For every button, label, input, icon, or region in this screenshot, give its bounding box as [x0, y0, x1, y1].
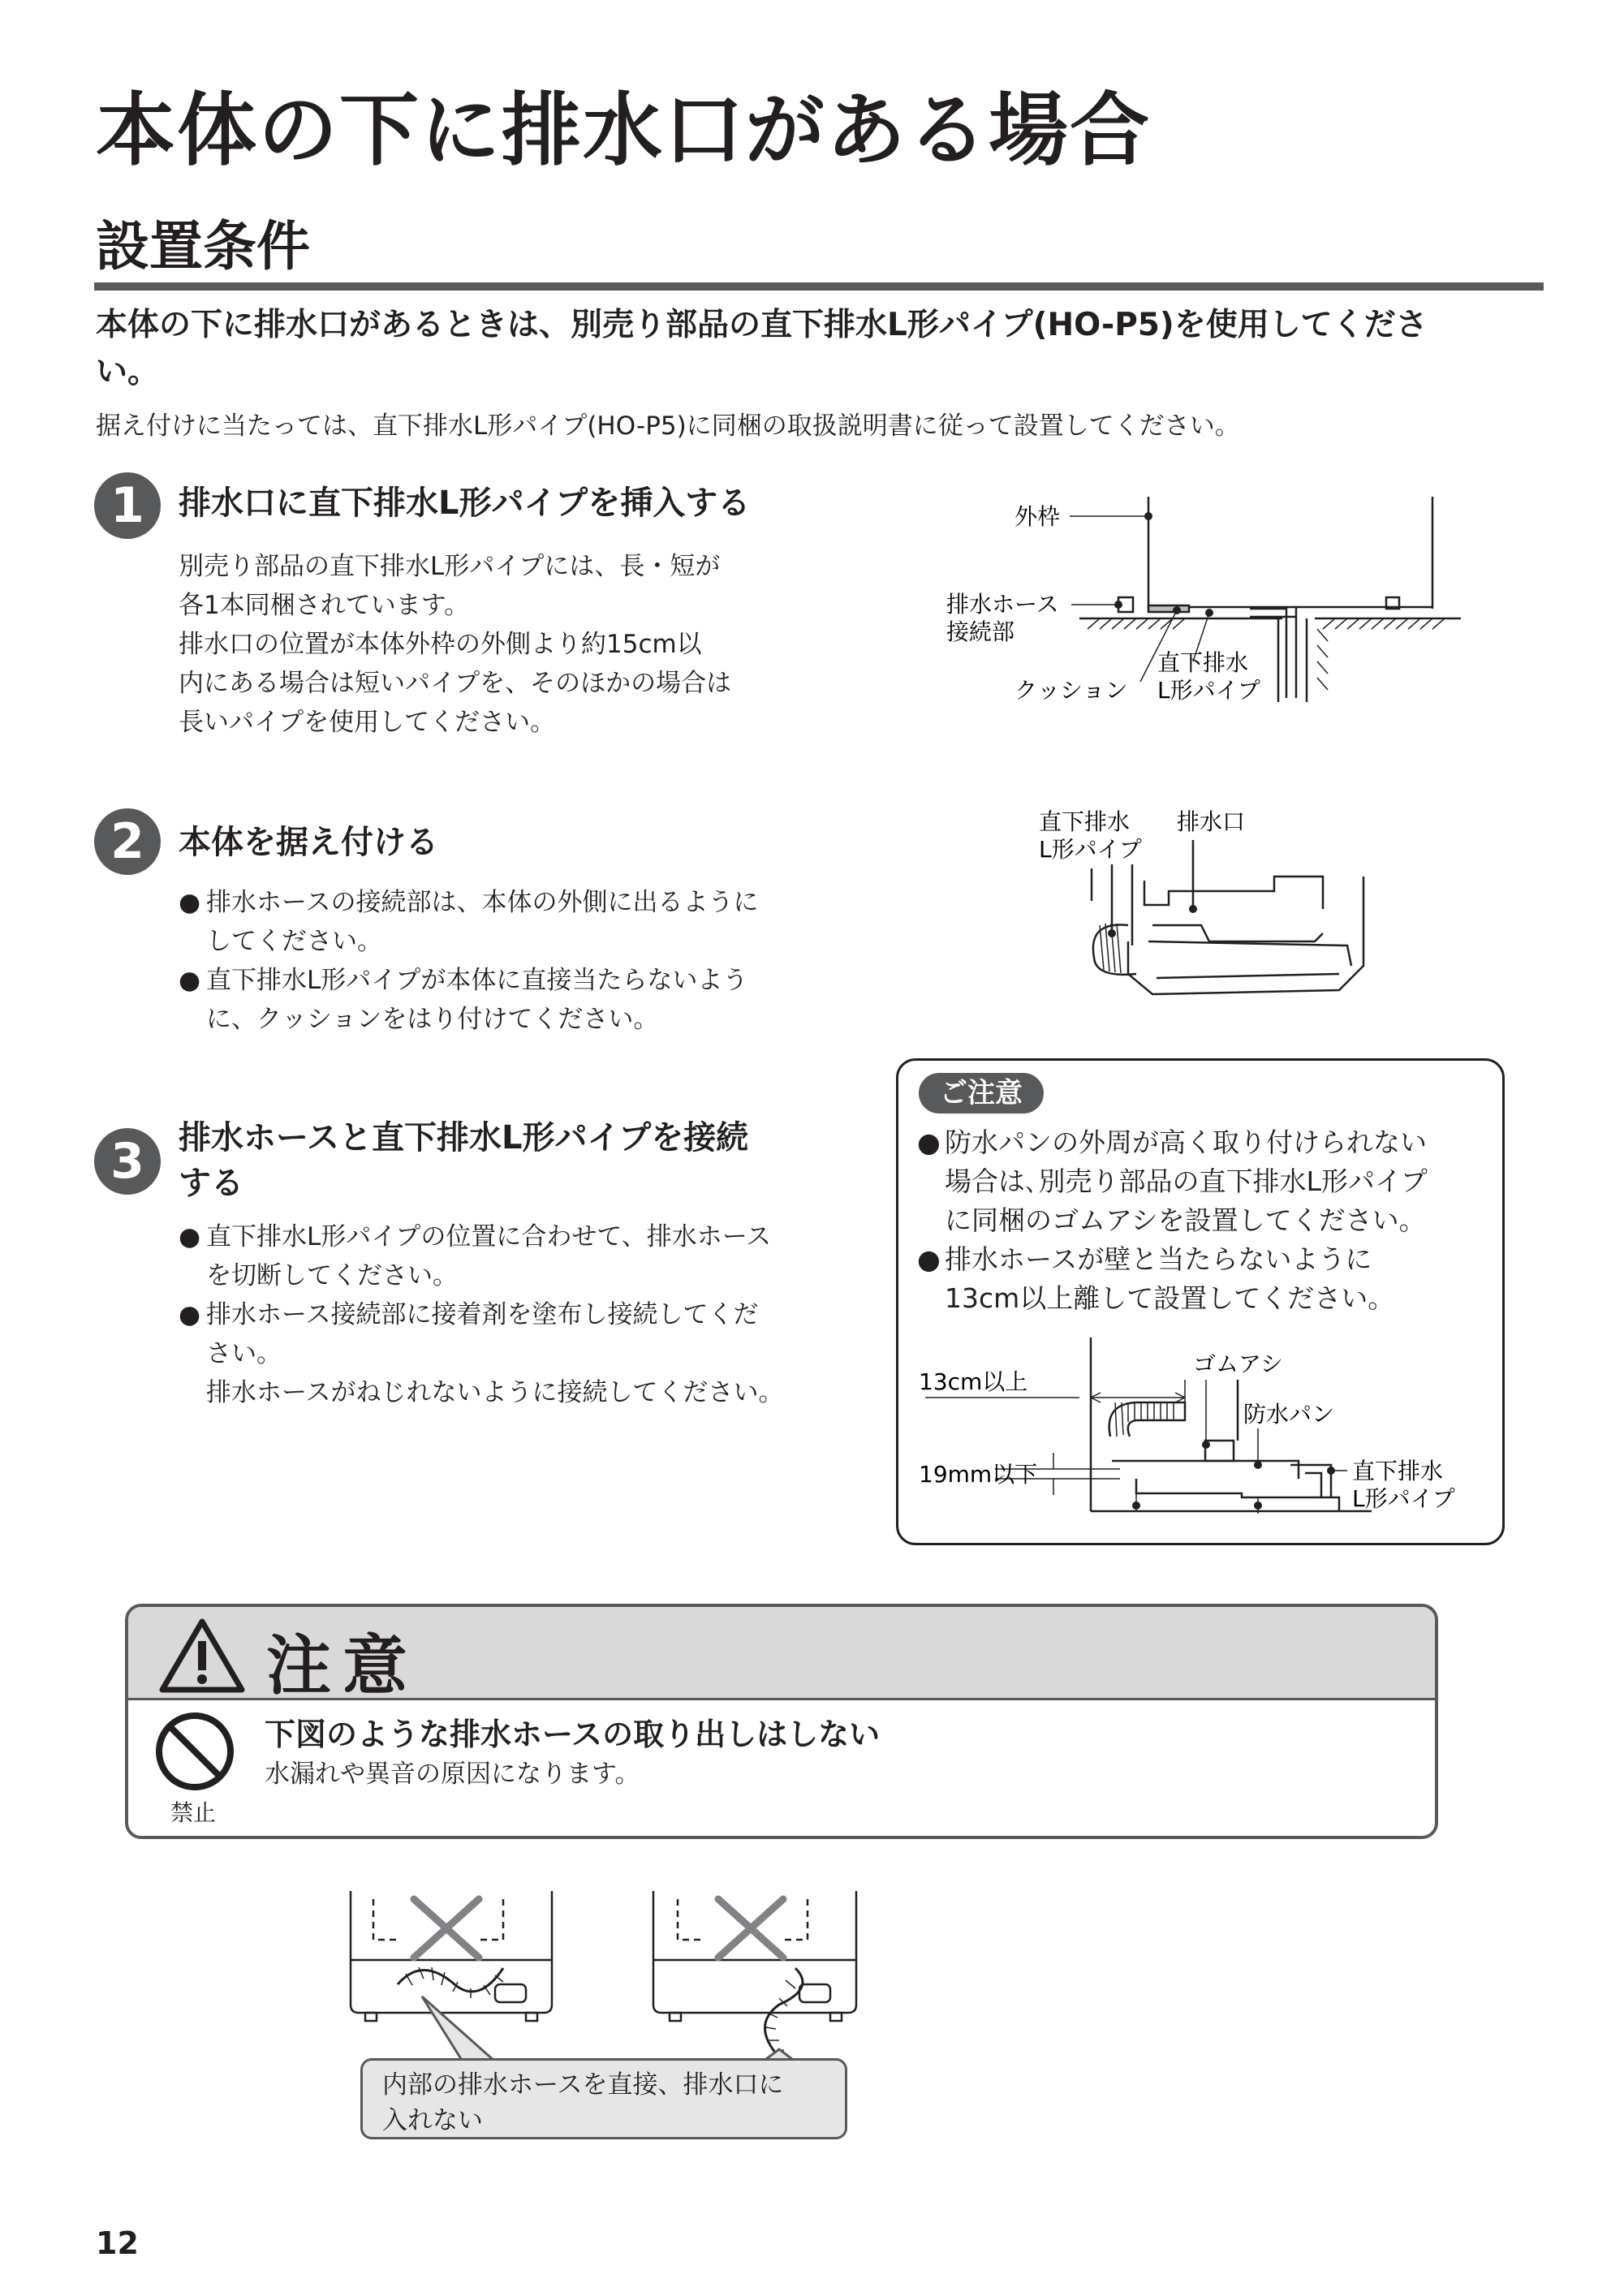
warning-text: 水漏れや異音の原因になります。: [265, 1760, 640, 1789]
label-hose-joint-2: 接続部: [946, 618, 1015, 645]
bullet-line: に同梱のゴムアシを設置してください。: [945, 1204, 1426, 1236]
label-outer-frame: 外枠: [1014, 503, 1061, 530]
bullet-line: してください。: [206, 927, 382, 956]
step-1-body: [179, 547, 828, 742]
label-pipe: 直下排水: [1157, 649, 1249, 676]
bullet-mark: ●: [179, 1222, 201, 1251]
page-title: 本体の下に排水口がある場合: [96, 84, 1152, 177]
caution-text: [917, 1123, 1485, 1318]
caution-tag: ご注意: [919, 1073, 1044, 1114]
caution-bullet: [917, 1123, 1485, 1240]
prohibited-hose-illustration: [341, 1883, 860, 2070]
warning-heading: 下図のような排水ホースの取り出しはしない: [265, 1717, 881, 1752]
bullet-line: 排水ホース接続部に接着剤を塗布し接続してくだ: [206, 1300, 759, 1329]
warning-title: 注意: [266, 1628, 419, 1704]
step-1-badge: 1: [94, 472, 161, 539]
step-2-bullet: [179, 961, 844, 1039]
step-2-bullet: [179, 883, 844, 961]
bullet-line: 13cm以上離して設置してください。: [945, 1282, 1395, 1314]
section-heading: 設置条件: [96, 215, 310, 278]
label-pan: 防水パン: [1243, 1401, 1335, 1428]
label-drain: 排水口: [1177, 808, 1246, 835]
callout-box: [360, 2058, 847, 2139]
label-pipe: 直下排水: [1352, 1458, 1444, 1484]
step-3-bullet: [179, 1217, 860, 1295]
step-1-line: 排水口の位置が本体外枠の外側より約15cm以: [179, 630, 702, 659]
bullet-line: 排水ホースが壁と当たらないように: [945, 1243, 1372, 1275]
label-hose-joint: 排水ホース: [946, 591, 1059, 618]
step-3-badge: 3: [94, 1128, 161, 1195]
page-number: 12: [96, 2225, 139, 2261]
step-3-bullet: [179, 1295, 860, 1412]
label-pipe-2: L形パイプ: [1352, 1485, 1455, 1512]
step-2-body: [179, 883, 844, 1039]
bullet-line: 防水パンの外周が高く取り付けられない: [945, 1126, 1427, 1158]
prohibited-icon: [153, 1709, 237, 1794]
label-pipe-2: L形パイプ: [1157, 677, 1260, 704]
bullet-line: さい。: [206, 1339, 282, 1368]
step-1-line: 長いパイプを使用してください。: [179, 708, 556, 737]
figure-pipe-under-unit: [1031, 803, 1372, 1031]
callout-line: 入れない: [382, 2106, 483, 2135]
bullet-mark: ●: [917, 1243, 941, 1275]
bullet-line: 直下排水L形パイプが本体に直接当たらないよう: [206, 966, 748, 995]
install-note: 据え付けに当たっては、直下排水L形パイプ(HO-P5)に同梱の取扱説明書に従って設置してください。: [96, 411, 1240, 441]
warning-box: [125, 1604, 1438, 1839]
label-cushion: クッション: [1014, 677, 1128, 704]
step-2-title: 本体を据え付ける: [179, 824, 438, 861]
step-2-badge: 2: [94, 808, 161, 875]
bullet-line: に、クッションをはり付けてください。: [206, 1005, 659, 1034]
bullet-mark: ●: [179, 888, 201, 917]
prohibit-label: 禁止: [170, 1799, 217, 1826]
bullet-line: 排水ホースの接続部は、本体の外側に出るように: [206, 888, 759, 917]
bullet-line: を切断してください。: [206, 1261, 458, 1290]
label-gap: 13cm以上: [919, 1368, 1028, 1395]
step-1-title: 排水口に直下排水L形パイプを挿入する: [179, 485, 751, 522]
section-rule: [94, 282, 1544, 291]
step-1-line: 別売り部品の直下排水L形パイプには、長・短が: [179, 552, 721, 581]
callout-line: 内部の排水ホースを直接、排水口に: [382, 2070, 784, 2100]
bullet-line: 場合は､別売り部品の直下排水L形パイプ: [945, 1165, 1428, 1197]
lead-text: 本体の下に排水口があるときは、別売り部品の直下排水L形パイプ(HO-P5)を使用してください。: [96, 307, 1428, 390]
label-height: 19mm以下: [919, 1461, 1038, 1488]
figure-drain-install-diagram: [933, 487, 1469, 714]
step-1-line: 各1本同梱されています。: [179, 591, 470, 620]
bullet-mark: ●: [179, 966, 201, 995]
warning-triangle-icon: [157, 1617, 247, 1695]
caution-bullet: [917, 1240, 1485, 1318]
step-1-line: 内にある場合は短いパイプを、そのほかの場合は: [179, 669, 732, 698]
bullet-mark: ●: [179, 1300, 201, 1329]
step-3-title: [179, 1115, 828, 1206]
step-3-body: [179, 1217, 860, 1412]
step-3-title-line: 排水ホースと直下排水L形パイプを接続: [179, 1119, 749, 1157]
bullet-mark: ●: [917, 1126, 941, 1158]
figure-clearance-diagram: [917, 1331, 1485, 1534]
bullet-line: 排水ホースがねじれないように接続してください。: [206, 1378, 784, 1407]
step-3-title-line: する: [179, 1165, 243, 1202]
label-pipe-2: L形パイプ: [1039, 836, 1142, 863]
label-rubber-foot: ゴムアシ: [1193, 1350, 1283, 1377]
label-pipe: 直下排水: [1039, 808, 1131, 835]
bullet-line: 直下排水L形パイプの位置に合わせて、排水ホース: [206, 1222, 772, 1251]
